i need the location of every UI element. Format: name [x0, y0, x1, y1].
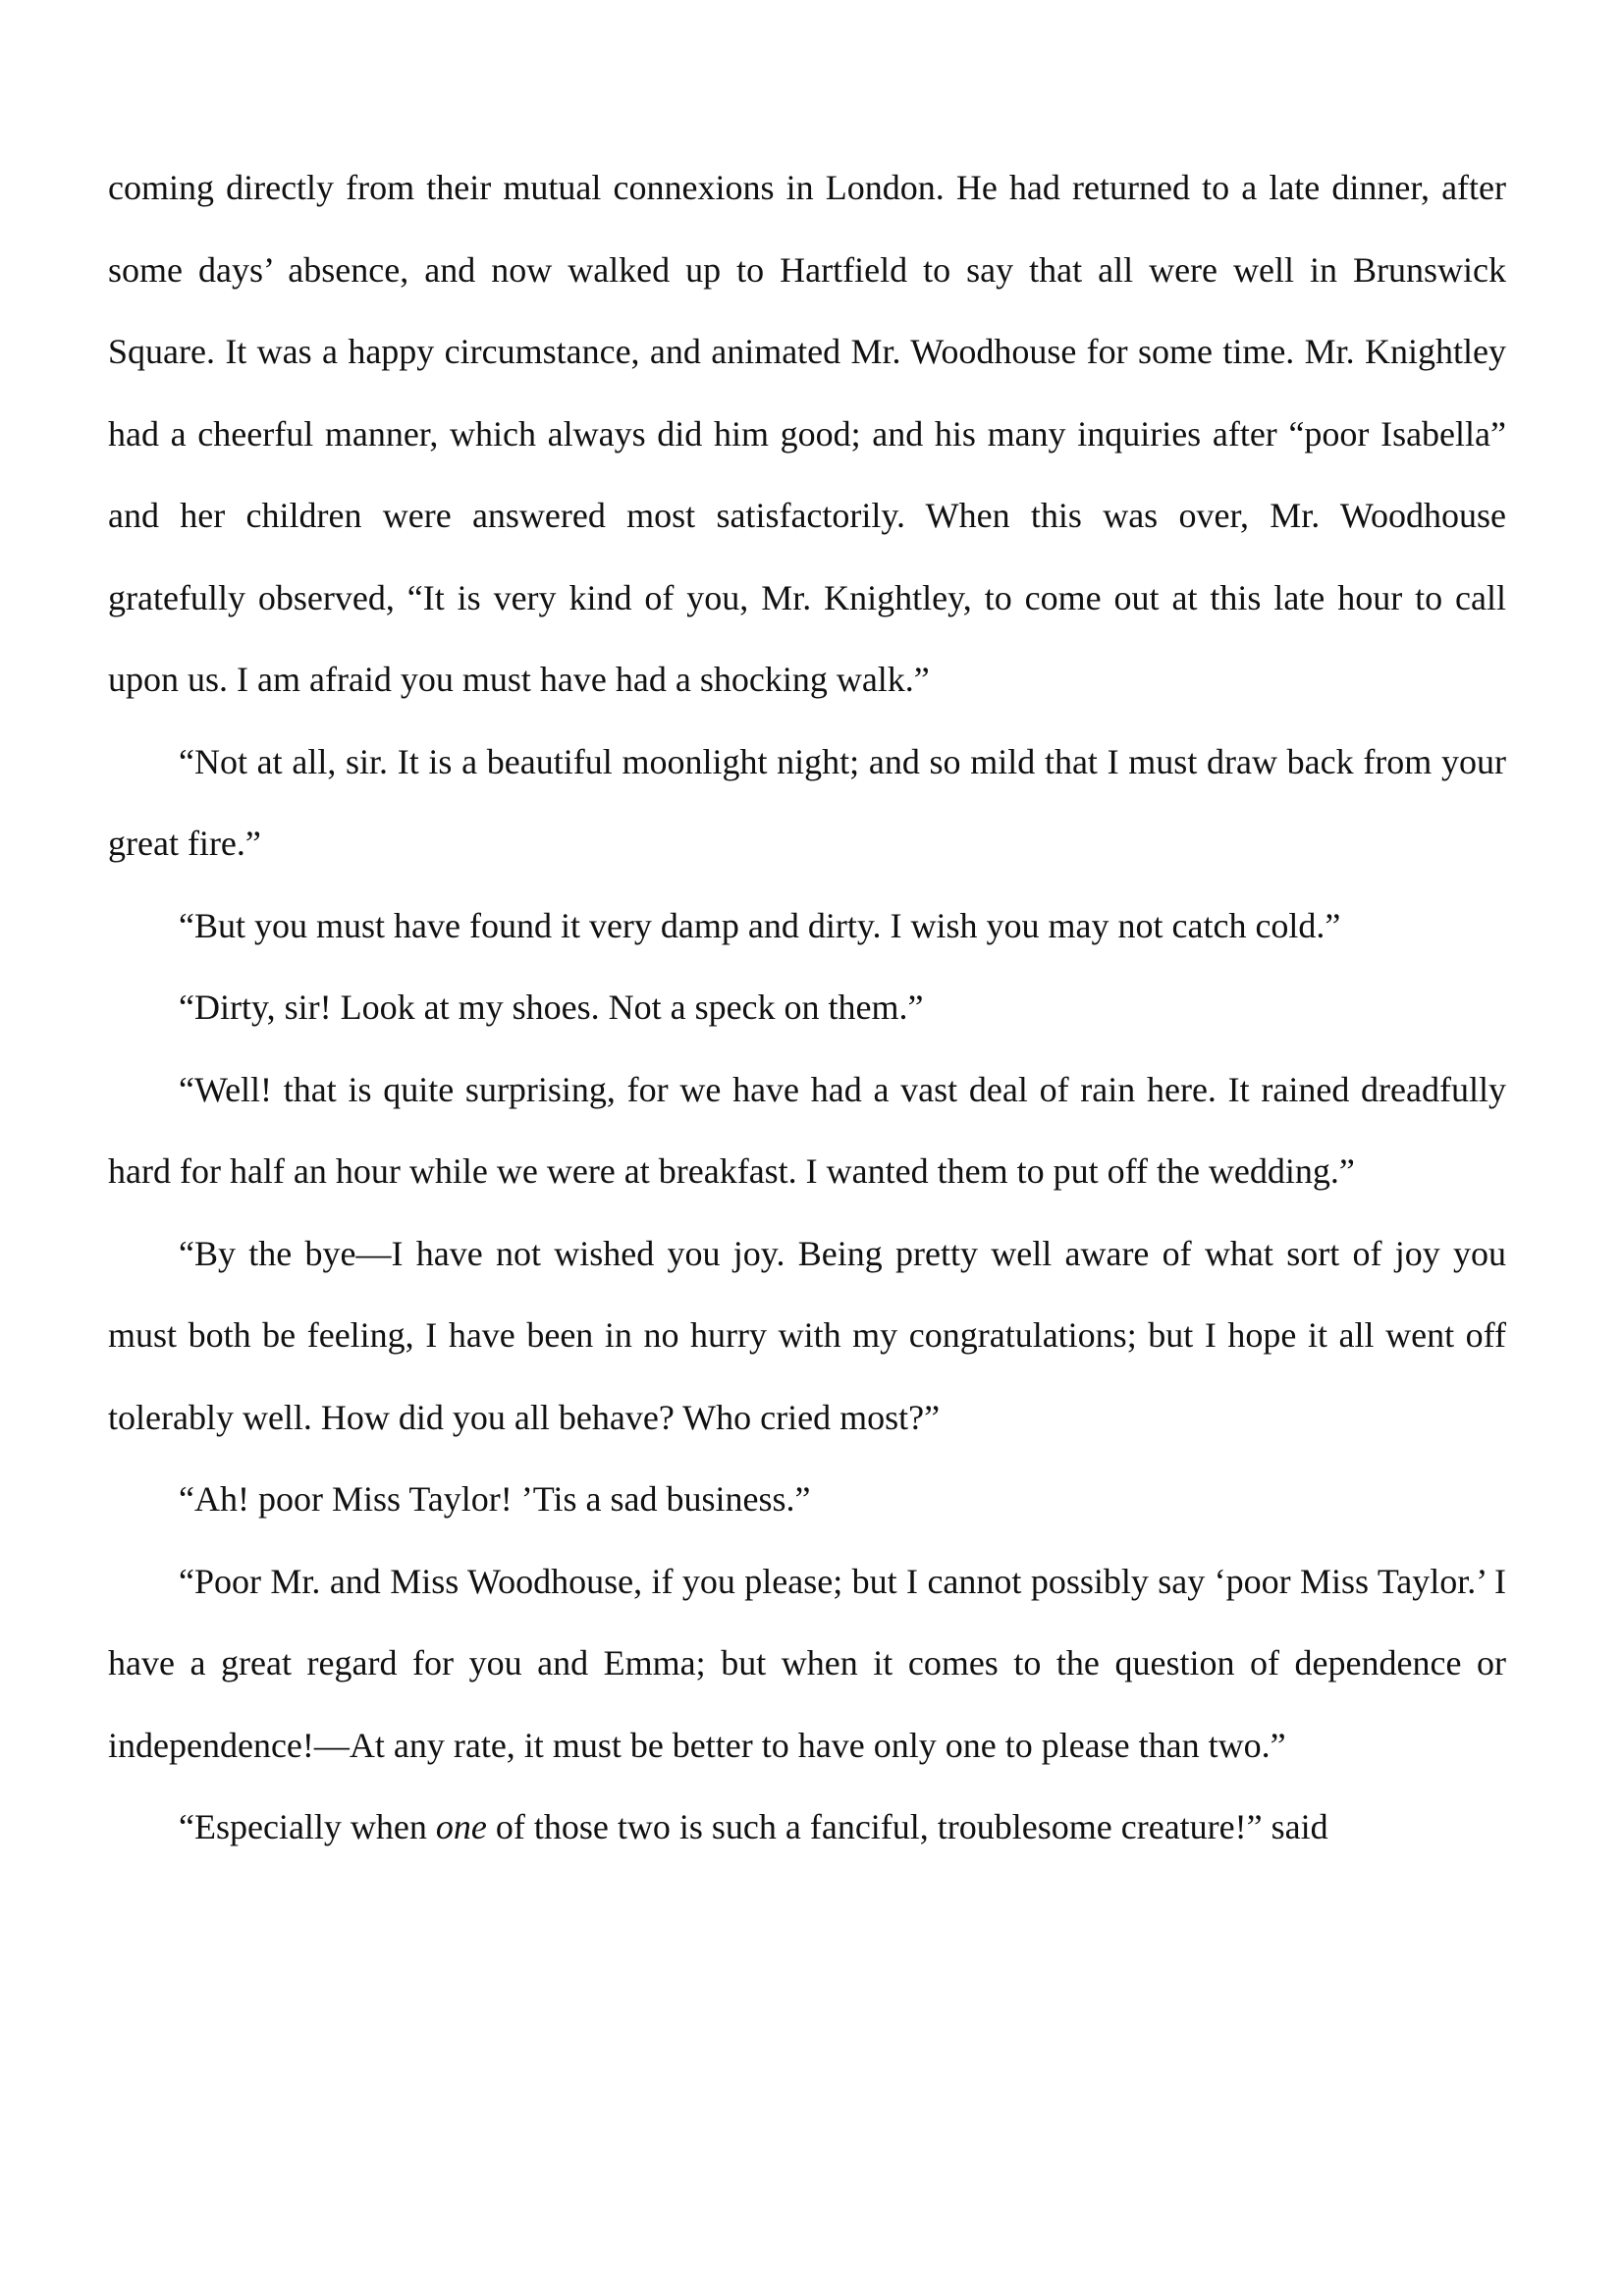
paragraph-7: “Ah! poor Miss Taylor! ’Tis a sad business.” — [179, 1479, 811, 1519]
emphasized-word: one — [435, 1807, 487, 1846]
paragraph-1: coming directly from their mutual connexions in London. He had returned to a late dinner, after some days’ absence, and now walked up to Hartfield to say that all were well in Brunswick Square. It was a happy circumstance, and animated Mr. Woodhouse for some time. Mr. Knightley had a cheerful manner, which always did him good; and his many inquiries after “poor Isabella” and her children were answered most satisfactorily. When this was over, Mr. Woodhouse gratefully observed, “It is very kind of you, Mr. Knightley, to come out at this late hour to call upon us. I am afraid you must have had a shocking walk.” — [108, 168, 1506, 699]
paragraph-2: “Not at all, sir. It is a beautiful moonlight night; and so mild that I must draw back from your great fire.” — [108, 741, 1506, 863]
document-page — [108, 147, 1506, 1869]
paragraph-9-end: of those two is such a fanciful, troublesome creature!” said — [486, 1807, 1328, 1846]
paragraph-5: “Well! that is quite surprising, for we have had a vast deal of rain here. It rained dreadfully hard for half an hour while we were at breakfast. I wanted them to put off the wedding.” — [108, 1069, 1506, 1191]
paragraph-6: “By the bye—I have not wished you joy. Being pretty well aware of what sort of joy you must both be feeling, I have been in no hurry with my congratulations; but I hope it all went off tolerably well. How did you all behave? Who cried most?” — [108, 1233, 1506, 1437]
paragraph-3: “But you must have found it very damp and dirty. I wish you may not catch cold.” — [179, 905, 1341, 945]
paragraph-9 — [108, 1787, 1506, 1869]
paragraph-8: “Poor Mr. and Miss Woodhouse, if you please; but I cannot possibly say ‘poor Miss Taylor.’ I have a great regard for you and Emma; but when it comes to the question of dependence or independence!—At any rate, it must be better to have only one to please than two.” — [108, 1561, 1506, 1765]
paragraph-9-start: “Especially when — [179, 1807, 436, 1846]
paragraph-4: “Dirty, sir! Look at my shoes. Not a speck on them.” — [179, 988, 924, 1027]
